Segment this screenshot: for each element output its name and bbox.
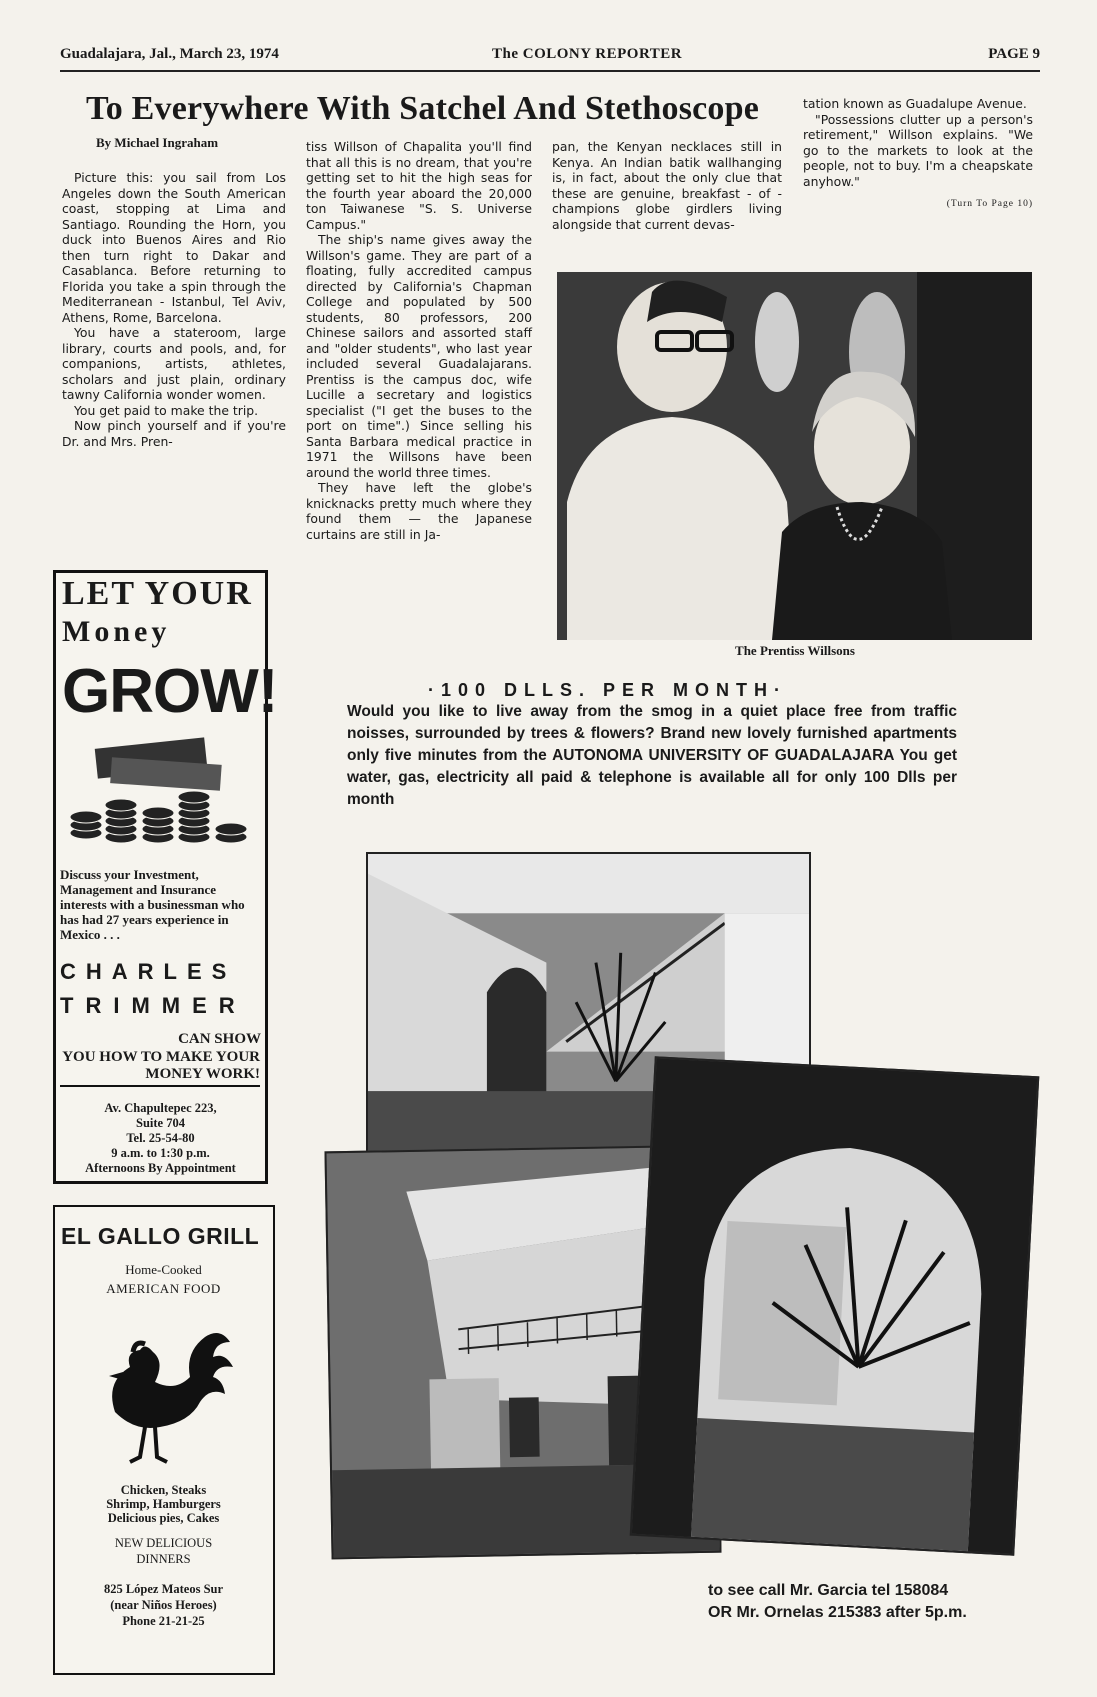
ad-description: Discuss your Investment, Management and Insurance interests with a businessman who has had 27 years experience in Mexico . . . bbox=[60, 867, 245, 942]
rooster-icon bbox=[95, 1322, 235, 1472]
ad-hours: 9 a.m. to 1:30 p.m. bbox=[111, 1146, 210, 1160]
paragraph: tation known as Guadalupe Avenue. bbox=[803, 96, 1027, 111]
restaurant-cuisine: AMERICAN FOOD bbox=[106, 1281, 221, 1296]
paragraph: You have a stateroom, large library, courts and pools, and, for companions, artists, athletes, scholars and just plain, ordinary tawny California wonder women. bbox=[62, 325, 286, 402]
restaurant-ad bbox=[53, 1205, 275, 1675]
paragraph: The ship's name gives away the Willson's game. They are part of a floating, fully accredited campus directed by California's Chapman College and populated by 500 students, 80 professors, 200 Chinese sailors and assorted staff and "older students", who last year included several Guadalajarans. Prentiss is the campus doc, wife Lucille a secretary and logistics specialist ("I get the buses to the port on time".) Since selling his Santa Barbara medical practice in 1971 the Willsons have been around the world three times. bbox=[306, 232, 532, 480]
restaurant-name: EL GALLO GRILL bbox=[61, 1223, 260, 1249]
article-headline: To Everywhere With Satchel And Stethoscope bbox=[86, 90, 760, 127]
investment-ad bbox=[53, 570, 278, 1184]
ad-address: Av. Chapultepec 223, bbox=[104, 1101, 217, 1115]
newspaper-name: The COLONY REPORTER bbox=[492, 46, 683, 62]
contact-ornelas: OR Mr. Ornelas 215383 after 5p.m. bbox=[708, 1604, 967, 1621]
apartment-ad-body: Would you like to live away from the smog in a quiet place free from traffic noisses, surrounded by trees & flowers? Brand new lovely furnished apartments only five minutes from the AUTONOMA UNIVERSITY OF GUADALAJARA You get water, gas, electricity all paid & telephone is available all for only 100 Dlls per month bbox=[347, 703, 957, 808]
restaurant-contact bbox=[55, 1581, 272, 1629]
menu-line: Delicious pies, Cakes bbox=[107, 1511, 220, 1525]
restaurant-subtitle: Home-Cooked bbox=[125, 1262, 202, 1277]
page-header bbox=[60, 42, 1040, 72]
paragraph: pan, the Kenyan necklaces still in Kenya. An Indian batik wallhanging is, in fact, about the only clue that these are genuine, breakfast - of - champions globe girdlers living alongside that current devas- bbox=[552, 139, 782, 232]
article-column-4 bbox=[803, 96, 1033, 213]
ad-can-show: CAN SHOW bbox=[178, 1031, 261, 1047]
apartment-contact bbox=[708, 1580, 1028, 1624]
paragraph: "Possessions clutter up a person's retirement," Willson explains. "We go to the markets to look at the people, not to buy. I'm a cheapskate anyhow." bbox=[803, 111, 1033, 189]
coins-illustration-icon bbox=[66, 733, 256, 853]
article-column-2 bbox=[306, 139, 532, 542]
continued-notice: (Turn To Page 10) bbox=[946, 199, 1033, 209]
ad-contact-block bbox=[56, 1101, 265, 1176]
paragraph: Now pinch yourself and if you're Dr. and Mrs. Pren- bbox=[62, 418, 286, 449]
ad-appointment: Afternoons By Appointment bbox=[85, 1161, 236, 1175]
dinners-line: DINNERS bbox=[136, 1552, 191, 1566]
menu-items bbox=[55, 1483, 272, 1525]
paragraph: tiss Willson of Chapalita you'll find that all this is no dream, that you're getting set to hit the high seas for the fourth year aboard the 20,000 ton Taiwanese "S. S. Universe Campus." bbox=[306, 139, 532, 232]
apartment-ad-heading: ·100 DLLS. PER MONTH· bbox=[428, 680, 788, 700]
advisor-last-name: TRIMMER bbox=[60, 993, 247, 1018]
ad-headline-money: Money bbox=[62, 615, 171, 648]
paragraph: They have left the globe's knicknacks pretty much where they found them — the Japanese curtains are still in Ja- bbox=[306, 480, 532, 542]
paragraph: Picture this: you sail from Los Angeles down the South American coast, stopping at Lima and Santiago. Rounding the Horn, you duck into Buenos Aires and Rio then turn right to Dakar and Casablanca. Before returning to Florida you take a spin through the Mediterranean - Istanbul, Tel Aviv, Athens, Rome, Barcelona. bbox=[62, 170, 286, 325]
dinners-notice bbox=[55, 1535, 272, 1567]
paragraph: You get paid to make the trip. bbox=[74, 402, 259, 418]
menu-line: Chicken, Steaks bbox=[120, 1483, 207, 1497]
contact-garcia: to see call Mr. Garcia tel 158084 bbox=[708, 1582, 949, 1599]
article-column-3 bbox=[552, 139, 782, 232]
photo-caption: The Prentiss Willsons bbox=[735, 643, 855, 658]
dinners-line: NEW DELICIOUS bbox=[114, 1536, 213, 1550]
couple-photo bbox=[557, 272, 1032, 640]
article-byline: By Michael Ingraham bbox=[96, 135, 219, 150]
ad-headline-grow: GROW! bbox=[62, 657, 278, 726]
ad-suite: Suite 704 bbox=[136, 1116, 185, 1130]
menu-line: Shrimp, Hamburgers bbox=[106, 1497, 221, 1511]
restaurant-address: 825 López Mateos Sur bbox=[103, 1582, 224, 1596]
article-column-1 bbox=[62, 170, 286, 449]
header-date: Guadalajara, Jal., March 23, 1974 bbox=[60, 46, 279, 62]
ad-headline-let-your: LET YOUR bbox=[62, 575, 253, 612]
ad-tagline: YOU HOW TO MAKE YOUR MONEY WORK! bbox=[60, 1049, 260, 1087]
page-number: PAGE 9 bbox=[988, 46, 1040, 62]
restaurant-landmark: (near Niños Heroes) bbox=[110, 1598, 217, 1612]
restaurant-phone: Phone 21-21-25 bbox=[122, 1614, 205, 1628]
ad-phone: Tel. 25-54-80 bbox=[126, 1131, 195, 1145]
advisor-first-name: CHARLES bbox=[60, 959, 237, 984]
apartment-arch-photo bbox=[630, 1056, 1040, 1555]
